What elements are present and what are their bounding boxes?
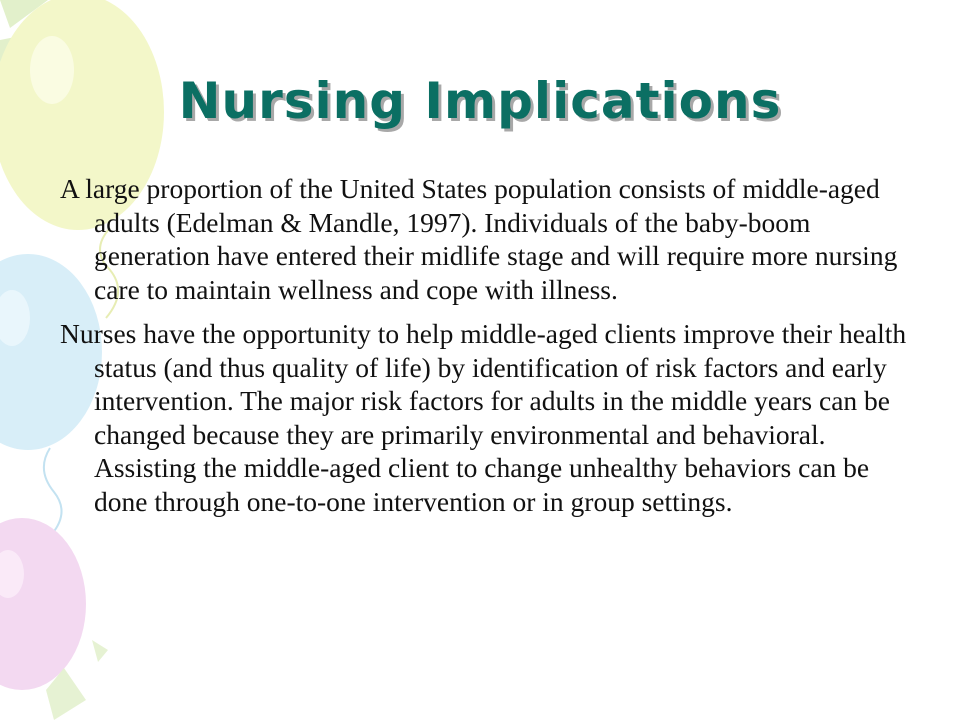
paragraph-nurse-opportunity: Nurses have the opportunity to help middle-aged clients improve their health status (and thus quality of life) by identification of risk factors and early intervention. The major risk factors for adults in the middle years can be changed because they are primarily environmental and behavioral. Assisting the middle-aged client to change unhealthy behaviors can be done through one-to-one intervention or in group settings. [60, 318, 907, 517]
paragraph-midlife-population: A large proportion of the United States population consists of middle-aged adults (Edelman & Mandle, 1997). Individuals of the baby-boom generation have entered their midlife stage and will require more nursing care to maintain wellness and cope with illness. [60, 173, 898, 305]
pink-balloon-icon [0, 518, 86, 690]
slide-title: Nursing Implications [178, 72, 782, 130]
slide-body [60, 172, 910, 529]
